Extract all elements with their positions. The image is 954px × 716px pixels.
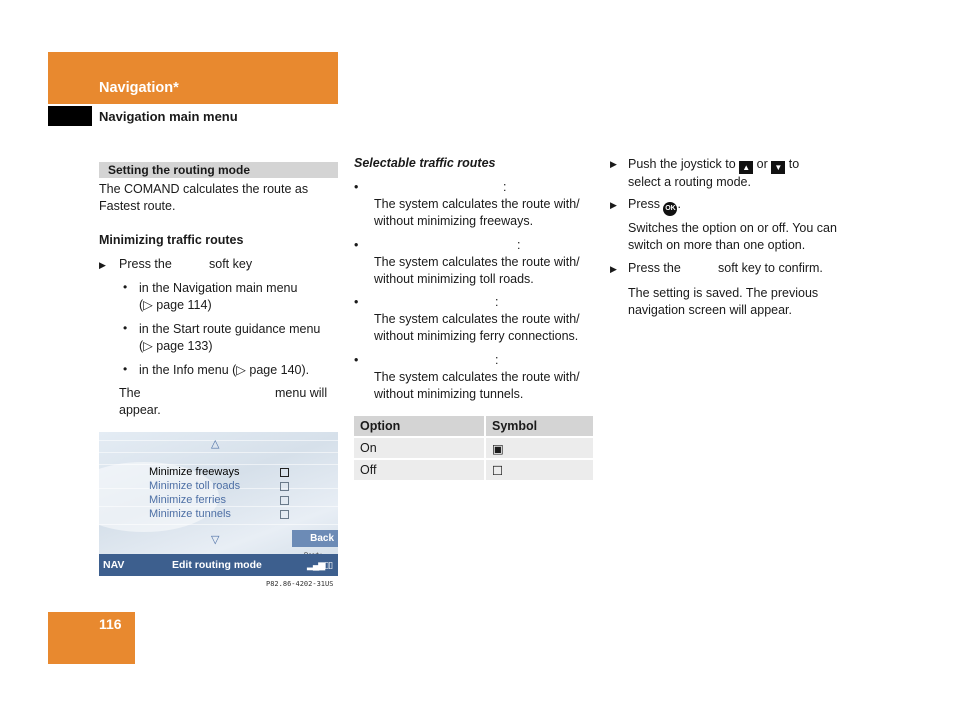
- comand-screen-image: [99, 432, 338, 576]
- checkbox-icon: [280, 496, 289, 505]
- menu-appear-text-c: appear.: [119, 403, 161, 417]
- scroll-down-icon: ▽: [211, 534, 220, 546]
- step-confirm-a: Press the: [628, 261, 681, 275]
- route-bullet-icon: •: [354, 180, 359, 194]
- routing-mode-heading-bar: [99, 162, 338, 178]
- table-header-option: Option: [354, 416, 485, 437]
- route-bullet-icon: •: [354, 238, 359, 252]
- traffic-routes-heading: Selectable traffic routes: [354, 156, 496, 170]
- step-arrow-icon: ▶: [610, 159, 617, 169]
- section-title: Navigation*: [99, 80, 179, 96]
- checkbox-icon: [280, 510, 289, 519]
- sub-item-info-menu: in the Info menu (▷ page 140).: [139, 363, 310, 377]
- route-colon: :: [495, 295, 499, 309]
- signal-strength-icon: ▂▄▆▯▯: [307, 560, 333, 570]
- menu-appear-text-a: The: [119, 386, 141, 400]
- subsection-marker: [48, 106, 92, 126]
- screen-back-softkey: Back: [292, 530, 338, 547]
- unchecked-box-icon: ☐: [485, 459, 593, 481]
- table-row: On ▣: [354, 437, 593, 459]
- bullet-icon: •: [123, 280, 128, 294]
- table-header-symbol: Symbol: [485, 416, 593, 437]
- step-push-joystick: Push the joystick to ▲ or ▼ to select a routing mode.: [628, 157, 800, 189]
- option-symbol-table: [354, 416, 593, 482]
- routing-mode-heading: Setting the routing mode: [108, 163, 250, 177]
- ok-button-icon: OK: [663, 202, 677, 216]
- screen-menu-item-freeways: Minimize freeways: [149, 466, 240, 478]
- step-arrow-icon: ▶: [610, 264, 617, 274]
- checkbox-icon: [280, 468, 289, 477]
- minimizing-heading: Minimizing traffic routes: [99, 233, 244, 247]
- checkbox-icon: [280, 482, 289, 491]
- intro-text: The COMAND calculates the route as Fastest route.: [99, 182, 309, 213]
- route-item-ferries: The system calculates the route with/ without minimizing ferry connections.: [374, 312, 580, 343]
- route-colon: :: [503, 180, 507, 194]
- subsection-title: Navigation main menu: [99, 109, 238, 124]
- step-confirm-b: soft key to confirm.: [718, 261, 823, 275]
- bullet-icon: •: [123, 321, 128, 335]
- sub-item-start-route-menu: in the Start route guidance menu (▷ page 133): [139, 322, 321, 353]
- mode-label: Edit routing mode: [172, 559, 262, 571]
- screen-menu-item-tunnels: Minimize tunnels: [149, 508, 231, 520]
- scroll-up-icon: △: [211, 438, 220, 450]
- step-press-softkey: [99, 257, 106, 271]
- step-press-text-a: Press the: [119, 257, 172, 271]
- step-press-ok: Press OK .: [628, 197, 681, 216]
- menu-appear-text-b: menu will: [275, 386, 328, 400]
- table-header-row: [354, 416, 593, 437]
- nav-label: NAV: [103, 559, 125, 571]
- joystick-down-icon: ▼: [771, 161, 785, 174]
- route-item-tunnels: The system calculates the route with/ without minimizing tunnels.: [374, 370, 580, 401]
- table-row: Off ☐: [354, 459, 593, 481]
- checked-box-icon: ▣: [485, 437, 593, 459]
- step-arrow-icon: ▶: [99, 260, 106, 270]
- image-caption: P82.86-4202-31US: [266, 580, 334, 588]
- route-item-freeways: The system calculates the route with/ without minimizing freeways.: [374, 197, 580, 228]
- step-press-text-b: soft key: [209, 257, 253, 271]
- setting-saved-text: The setting is saved. The previous navigation screen will appear.: [628, 286, 819, 317]
- joystick-up-icon: ▲: [739, 161, 753, 174]
- route-bullet-icon: •: [354, 353, 359, 367]
- sub-item-nav-menu: in the Navigation main menu (▷ page 114): [139, 281, 298, 312]
- step-arrow-icon: ▶: [610, 200, 617, 210]
- page-number: 116: [99, 616, 122, 632]
- screen-menu-item-toll-roads: Minimize toll roads: [149, 480, 241, 492]
- route-item-toll-roads: The system calculates the route with/ without minimizing toll roads.: [374, 255, 580, 286]
- route-colon: :: [495, 353, 499, 367]
- route-bullet-icon: •: [354, 295, 359, 309]
- screen-status-bar: [99, 554, 338, 576]
- route-colon: :: [517, 238, 521, 252]
- bullet-icon: •: [123, 362, 128, 376]
- header-banner: [48, 52, 338, 104]
- switch-option-text: Switches the option on or off. You can switch on more than one option.: [628, 221, 837, 252]
- screen-menu-item-ferries: Minimize ferries: [149, 494, 227, 506]
